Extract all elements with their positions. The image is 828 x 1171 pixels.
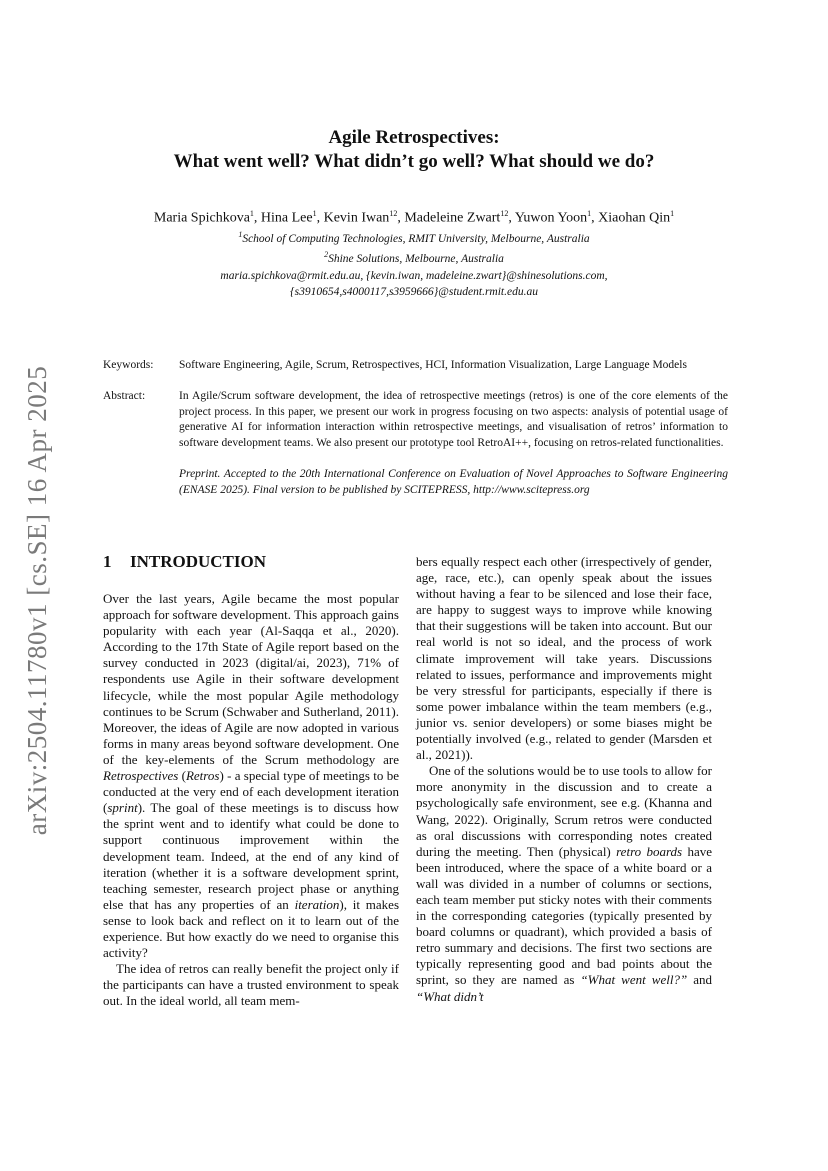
affiliation-1: $^1$School of Computing Technologies, RMIT University, Melbourne, Australia	[238, 230, 590, 245]
paper-title	[100, 126, 728, 174]
author-name: Hina Lee	[260, 210, 313, 226]
author-name: Xiaohan Qin	[598, 210, 671, 226]
affiliation-2: $^2$Shine Solutions, Melbourne, Australia	[324, 250, 504, 266]
title-line-2: What went well? What didn’t go well? What should we do?	[173, 151, 655, 172]
intro-paragraph-3: One of the solutions would be to use tools to allow for more anonymity in the discussion and to create a psychologically safe environment, see e.g. (Khanna and Wang, 2022). Originally, Scrum retros were conducted as oral discussions with corresponding notes created during the meeting. Then (physical) retro boards have been introduced, where the space of a white board or a wall was divided in a number of columns or sections, each team member put sticky notes with their comments in the corresponding categories (typically presented by board columns or quadrant), which provided a basis of retro summary and decisions. The first two sections are typically representing good and bad points about the sprint, so they are named as “What went well?” and “What didn’t	[416, 763, 713, 1004]
affiliations	[100, 227, 728, 301]
right-column	[416, 554, 712, 1005]
author-affiliation-mark: 12	[500, 209, 509, 218]
left-column	[103, 551, 399, 1009]
author-affiliation-mark: 1	[587, 209, 592, 218]
abstract-text: In Agile/Scrum software development, the idea of retrospective meetings (retros) is one of the core elements of the project process. In this paper, we present our work in progress focusing on two aspects: analysis of potential usage of generative AI for information interaction within retrospective meetings, and visualisation of retros’ information to software development teams. We also present our prototype tool RetroAI++, focusing on retros-related functionalities.	[179, 390, 728, 449]
emails-line-1: maria.spichkova@rmit.edu.au, {kevin.iwan, madeleine.zwart}@shinesolutions.com,	[220, 269, 608, 282]
intro-paragraph-1: Over the last years, Agile became the most popular approach for software development. This approach gains popularity with each year (Al-Saqqa et al., 2020). According to the 17th State of Agile report based on the survey conducted in 2023 (digital/ai, 2023), 71% of respondents use Agile in their software development lifecycle, while the most popular Agile methodology continues to be Scrum (Schwaber and Sutherland, 2011). Moreover, the ideas of Agile are now adopted in various forms in many areas beyond software development. One of the key-elements of the Scrum methodology are Retrospectives (Retros) - a special type of meetings to be conducted at the very end of each development iteration (sprint). The goal of these meetings is to discuss how the sprint went and to identify what could be done to support continuous improvement within the development team. Indeed, at the end of any kind of iteration (whether it is a software development sprint, teaching semester, research project phase or anything else that has any properties of an iteration), it makes sense to look back and reflect on it to learn out of the experience. But how exactly do we need to organise this activity?	[103, 591, 399, 961]
abstract-label: Abstract:	[103, 390, 146, 402]
author-list: Maria Spichkova$^1$, Hina Lee$^1$, Kevin Iwan$^{12}$, Madeleine Zwart$^{12}$, Yuwon Yoon$^1$, Xiaohan Qin$^1$	[153, 209, 675, 226]
author-affiliation-mark: 12	[389, 209, 398, 218]
author-affiliation-mark: 1	[670, 209, 675, 218]
intro-paragraph-2-cont: bers equally respect each other (irrespectively of gender, age, race, etc.), can openly speak about the issues without having a fear to be silenced and lose their face, are happy to suggest ways to improve while knowing that their suggestions will be taken into account. But our real world is not so ideal, and the process of work climate improvement will take years. Discussions related to issues, performance and improvements might be very stressful for participants, especially if there is some power imbalance within the team members (e.g., junior vs. senior developers) or some biases might be potentially involved (e.g., related to gender (Marsden et al., 2021)).	[416, 554, 712, 763]
preprint-note: Preprint. Accepted to the 20th International Conference on Evaluation of Novel Approaches to Software Engineering (ENASE 2025). Final version to be published by SCITEPRESS, http://www.scitepress.org	[179, 468, 728, 496]
author-name: Maria Spichkova	[153, 210, 250, 226]
abstract-block	[103, 389, 728, 498]
author-name: Madeleine Zwart	[404, 210, 501, 226]
keywords-text: Software Engineering, Agile, Scrum, Retrospectives, HCI, Information Visualization, Large Language Models	[179, 359, 687, 371]
arxiv-identifier: arXiv:2504.11780v1 [cs.SE] 16 Apr 2025	[22, 365, 53, 835]
keywords-label: Keywords:	[103, 359, 154, 371]
intro-paragraph-2-start: The idea of retros can really benefit the project only if the participants can have a trusted environment to speak out. In the ideal world, all team mem-	[103, 961, 399, 1009]
section-heading: 1 INTRODUCTION	[103, 552, 267, 571]
author-affiliation-mark: 1	[312, 209, 317, 218]
author-affiliation-mark: 1	[249, 209, 254, 218]
title-line-1: Agile Retrospectives:	[328, 127, 500, 148]
arxiv-sidebar	[14, 330, 62, 870]
emails-line-2: {s3910654,s4000117,s3959666}@student.rmit.edu.au	[290, 286, 538, 299]
author-name: Yuwon Yoon	[514, 210, 588, 226]
author-name: Kevin Iwan	[323, 210, 390, 226]
